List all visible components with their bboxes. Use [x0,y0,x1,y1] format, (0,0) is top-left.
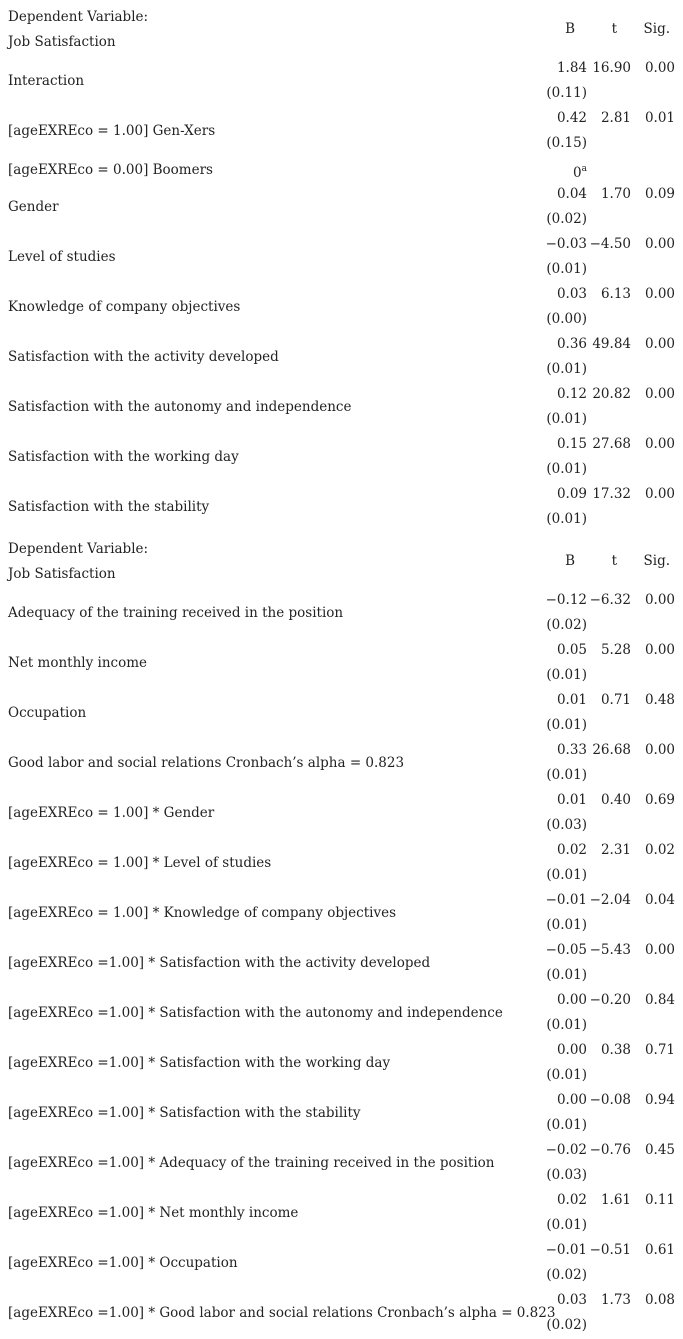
t-statistic: −0.51 [589,1242,631,1258]
t-statistic: −4.50 [589,236,631,252]
coefficient-b: 0.15 [556,436,587,452]
standard-error: (0.01) [546,767,587,783]
table-row [0,106,683,156]
variable-label: Occupation [8,705,87,721]
table-row [0,1138,683,1188]
table-header [0,532,683,588]
t-statistic: 26.68 [592,742,631,758]
column-header-sig: Sig. [643,553,670,569]
standard-error: (0.01) [546,667,587,683]
t-statistic: 1.73 [600,1292,631,1308]
table-row [0,838,683,888]
significance: 0.94 [644,1092,675,1108]
coefficient-b: 0.03 [556,286,587,302]
table-row [0,638,683,688]
significance: 0.11 [644,1192,675,1208]
significance: 0.00 [644,642,675,658]
coefficient-b: 0.36 [556,336,587,352]
significance: 0.69 [644,792,675,808]
t-statistic: 1.70 [600,186,631,202]
t-statistic: 2.81 [600,110,631,126]
table-header [0,0,683,56]
standard-error: (0.01) [546,261,587,277]
significance: 0.71 [644,1042,675,1058]
significance: 0.00 [644,486,675,502]
t-statistic: 6.13 [600,286,631,302]
table-row [0,282,683,332]
table-row [0,182,683,232]
t-statistic: 1.61 [600,1192,631,1208]
standard-error: (0.01) [546,1017,587,1033]
standard-error: (0.01) [546,967,587,983]
significance: 0.00 [644,436,675,452]
standard-error: (0.01) [546,461,587,477]
column-header-b: B [565,553,575,569]
t-statistic: −0.76 [589,1142,631,1158]
t-statistic: 27.68 [592,436,631,452]
standard-error: (0.03) [546,1167,587,1183]
t-statistic: 0.40 [600,792,631,808]
standard-error: (0.03) [546,817,587,833]
coefficient-b: 0.04 [556,186,587,202]
table-row [0,1238,683,1288]
variable-label: [ageEXREco =1.00] * Satisfaction with the stability [8,1105,361,1121]
dv-line-1: Dependent Variable: [8,9,149,25]
t-statistic: −0.08 [589,1092,631,1108]
variable-label: [ageEXREco =1.00] * Satisfaction with the activity developed [8,955,431,971]
significance: 0.00 [644,60,675,76]
variable-label: [ageEXREco =1.00] * Good labor and social relations Cronbach’s alpha = 0.823 [8,1305,556,1321]
table-row [0,482,683,532]
variable-label: Satisfaction with the stability [8,499,210,515]
coefficient-b: −0.02 [545,1142,587,1158]
significance: 0.45 [644,1142,675,1158]
table-row [0,1288,683,1338]
variable-label: Satisfaction with the autonomy and independence [8,399,352,415]
standard-error: (0.02) [546,1267,587,1283]
footnote-marker: a [581,164,587,174]
column-header-b: B [565,21,575,37]
coefficient-b: −0.12 [545,592,587,608]
column-header-sig: Sig. [643,21,670,37]
significance: 0.00 [644,336,675,352]
table-row [0,788,683,838]
significance: 0.08 [644,1292,675,1308]
coefficient-b: 1.84 [556,60,587,76]
significance: 0.61 [644,1242,675,1258]
t-statistic: −5.43 [589,942,631,958]
variable-label: Level of studies [8,249,116,265]
table-row [0,232,683,282]
significance: 0.09 [644,186,675,202]
coefficient-b: −0.05 [545,942,587,958]
significance: 0.00 [644,942,675,958]
t-statistic: 5.28 [600,642,631,658]
standard-error: (0.02) [546,617,587,633]
coefficient-b: 0.02 [556,1192,587,1208]
standard-error: (0.01) [546,717,587,733]
coefficient-b: 0.42 [556,110,587,126]
t-statistic: 2.31 [600,842,631,858]
variable-label: [ageEXREco = 1.00] * Knowledge of company objectives [8,905,397,921]
variable-label: [ageEXREco = 1.00] Gen-Xers [8,123,216,139]
table-row [0,432,683,482]
variable-label: Satisfaction with the working day [8,449,239,465]
standard-error: (0.01) [546,867,587,883]
significance: 0.00 [644,592,675,608]
table-row [0,988,683,1038]
standard-error: (0.01) [546,361,587,377]
standard-error: (0.00) [546,311,587,327]
t-statistic: 16.90 [592,60,631,76]
coefficient-b: 0.12 [556,386,587,402]
column-header-t: t [611,553,617,569]
variable-label: [ageEXREco = 0.00] Boomers [8,162,213,178]
t-statistic: 20.82 [592,386,631,402]
significance: 0.00 [644,286,675,302]
coefficient-b-value: 0 [573,165,582,181]
significance: 0.00 [644,236,675,252]
coefficient-b: −0.03 [545,236,587,252]
column-header-t: t [611,21,617,37]
coefficient-b: 0.01 [556,692,587,708]
dv-line-2: Job Satisfaction [8,566,116,582]
table-row [0,332,683,382]
variable-label: Knowledge of company objectives [8,299,241,315]
standard-error: (0.02) [546,1317,587,1333]
t-statistic: 17.32 [592,486,631,502]
dv-line-1: Dependent Variable: [8,541,149,557]
table-row [0,1038,683,1088]
standard-error: (0.15) [546,135,587,151]
dependent-variable-label [8,5,528,55]
variable-label: [ageEXREco =1.00] * Satisfaction with the working day [8,1055,391,1071]
table-row [0,588,683,638]
dv-line-2: Job Satisfaction [8,34,116,50]
standard-error: (0.11) [546,85,587,101]
standard-error: (0.01) [546,511,587,527]
variable-label: [ageEXREco =1.00] * Net monthly income [8,1205,299,1221]
standard-error: (0.01) [546,917,587,933]
table-row [0,56,683,106]
variable-label: Good labor and social relations Cronbach’s alpha = 0.823 [8,755,405,771]
t-statistic: 49.84 [592,336,631,352]
table-row [0,888,683,938]
standard-error: (0.02) [546,211,587,227]
coefficient-b: 0.33 [556,742,587,758]
table-row [0,688,683,738]
dependent-variable-label [8,537,528,587]
t-statistic: −6.32 [589,592,631,608]
significance: 0.04 [644,892,675,908]
coefficient-b: 0.02 [556,842,587,858]
significance: 0.84 [644,992,675,1008]
variable-label: Interaction [8,73,85,89]
variable-label: [ageEXREco =1.00] * Satisfaction with the autonomy and independence [8,1005,503,1021]
coefficient-b: 0.01 [556,792,587,808]
coefficient-b: 0.09 [556,486,587,502]
variable-label: Satisfaction with the activity developed [8,349,279,365]
table-row [0,382,683,432]
variable-label: Gender [8,199,59,215]
variable-label: Adequacy of the training received in the position [8,605,344,621]
table-row [0,156,683,182]
coefficient-b: 0.00 [556,1092,587,1108]
standard-error: (0.01) [546,1117,587,1133]
coefficient-b: −0.01 [545,892,587,908]
variable-label: Net monthly income [8,655,147,671]
coefficient-b: 0.00 [556,992,587,1008]
t-statistic: −2.04 [589,892,631,908]
table-row [0,1088,683,1138]
table-row [0,938,683,988]
variable-label: [ageEXREco =1.00] * Occupation [8,1255,238,1271]
coefficient-b: 0.03 [556,1292,587,1308]
table-row [0,738,683,788]
significance: 0.00 [644,742,675,758]
significance: 0.01 [644,110,675,126]
standard-error: (0.01) [546,1067,587,1083]
standard-error: (0.01) [546,1217,587,1233]
table-row [0,1188,683,1238]
significance: 0.00 [644,386,675,402]
coefficient-b: 0.00 [556,1042,587,1058]
significance: 0.48 [644,692,675,708]
variable-label: [ageEXREco =1.00] * Adequacy of the training received in the position [8,1155,495,1171]
t-statistic: 0.71 [600,692,631,708]
t-statistic: 0.38 [600,1042,631,1058]
t-statistic: −0.20 [589,992,631,1008]
standard-error: (0.01) [546,411,587,427]
coefficient-b: 0.05 [556,642,587,658]
significance: 0.02 [644,842,675,858]
variable-label: [ageEXREco = 1.00] * Gender [8,805,215,821]
variable-label: [ageEXREco = 1.00] * Level of studies [8,855,272,871]
coefficient-b: −0.01 [545,1242,587,1258]
